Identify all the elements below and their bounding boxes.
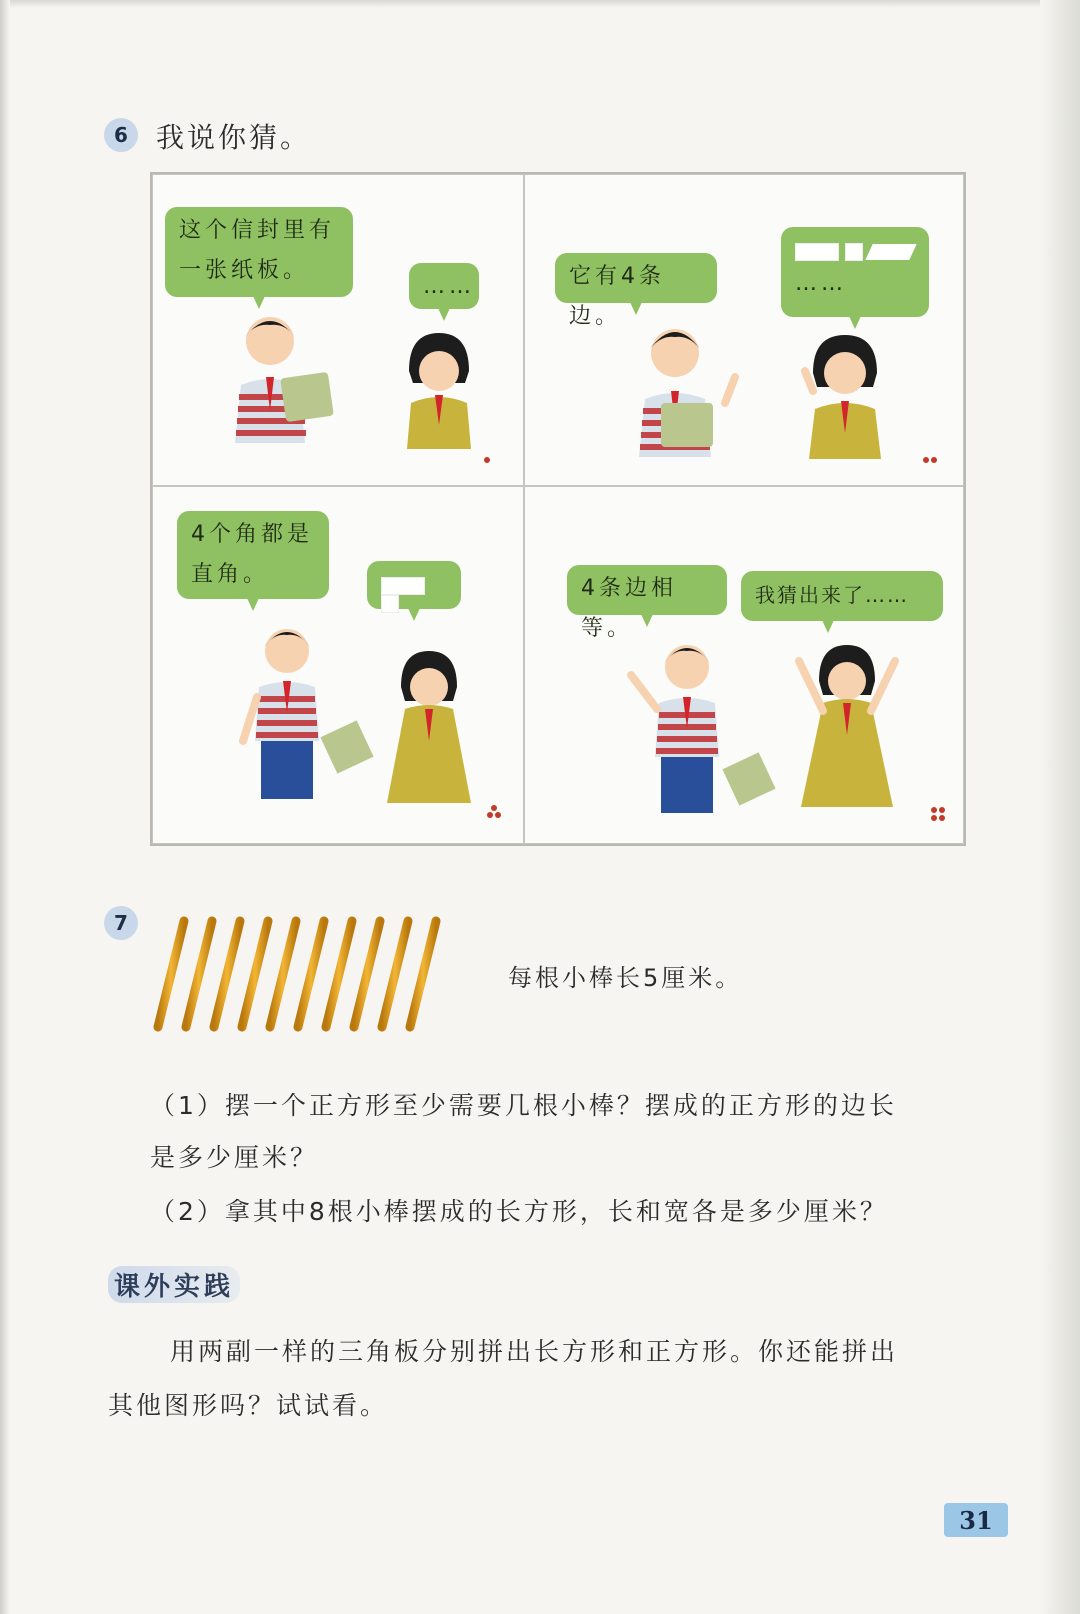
stick — [298, 921, 324, 1027]
boy-figure — [237, 621, 377, 801]
page-edge — [1040, 0, 1080, 1614]
speech-text: 我猜出来了…… — [755, 583, 909, 607]
practice-line-1: 用两副一样的三角板分别拼出长方形和正方形。你还能拼出 — [170, 1337, 899, 1366]
girl-figure — [795, 331, 895, 461]
speech-text: 直角。 — [191, 562, 270, 587]
boy-figure — [225, 311, 355, 451]
comic-panel-2 — [524, 174, 964, 486]
girl-speech-bubble — [367, 561, 461, 609]
shape-options — [381, 565, 447, 613]
speech-text: 这个信封里有 — [179, 218, 336, 243]
question-title: 我说你猜。 — [156, 121, 312, 154]
stick — [382, 921, 408, 1027]
question-7-part-2: （2）拿其中8根小棒摆成的长方形，长和宽各是多少厘米？ — [150, 1197, 888, 1226]
speech-text: 一张纸板。 — [179, 258, 310, 283]
stick — [326, 921, 352, 1027]
stick — [270, 921, 296, 1027]
section-title: 课外实践 — [108, 1266, 240, 1303]
speech-text: 4条边相等。 — [581, 576, 677, 641]
boy-speech-bubble — [177, 511, 329, 599]
boy-figure — [621, 635, 791, 815]
stick — [214, 921, 240, 1027]
speech-text: …… — [795, 271, 847, 296]
speech-text: 4个角都是 — [191, 522, 313, 547]
stick — [158, 921, 184, 1027]
boy-speech-bubble — [555, 253, 717, 329]
practice-line-2: 其他图形吗？试试看。 — [108, 1391, 389, 1420]
speech-text: 它有4条边。 — [569, 264, 665, 329]
question-number-badge: 6 — [104, 118, 138, 152]
girl-speech-bubble — [741, 571, 943, 621]
page-edge — [0, 0, 10, 1614]
comic-grid — [150, 172, 966, 846]
rectangle-shape — [795, 243, 839, 261]
boy-speech-bubble — [165, 207, 353, 297]
shape-options — [795, 231, 915, 267]
parallelogram-shape — [865, 244, 916, 260]
boy-figure — [625, 319, 755, 459]
stick — [410, 921, 436, 1027]
page-edge — [0, 0, 1080, 8]
page-number: 31 — [944, 1503, 1008, 1537]
stick — [354, 921, 380, 1027]
comic-panel-3 — [152, 486, 524, 844]
boy-speech-bubble — [567, 565, 727, 641]
comic-panel-1 — [152, 174, 524, 486]
girl-figure — [399, 331, 479, 451]
girl-speech-bubble — [409, 263, 479, 309]
girl-figure — [381, 647, 477, 807]
square-shape — [381, 595, 399, 613]
rectangle-shape — [381, 577, 425, 595]
stick-length-note: 每根小棒长5厘米。 — [508, 964, 743, 992]
sticks-illustration — [150, 915, 450, 1035]
question-7-part-1-line-1: （1）摆一个正方形至少需要几根小棒？摆成的正方形的边长 — [150, 1091, 897, 1120]
stick — [242, 921, 268, 1027]
girl-figure — [781, 641, 911, 811]
square-shape — [845, 243, 863, 261]
speech-text: …… — [423, 274, 475, 299]
question-number-badge: 7 — [104, 906, 138, 940]
comic-panel-4 — [524, 486, 964, 844]
stick — [186, 921, 212, 1027]
question-7-part-1-line-2: 是多少厘米？ — [150, 1143, 319, 1172]
girl-speech-bubble — [781, 227, 929, 317]
